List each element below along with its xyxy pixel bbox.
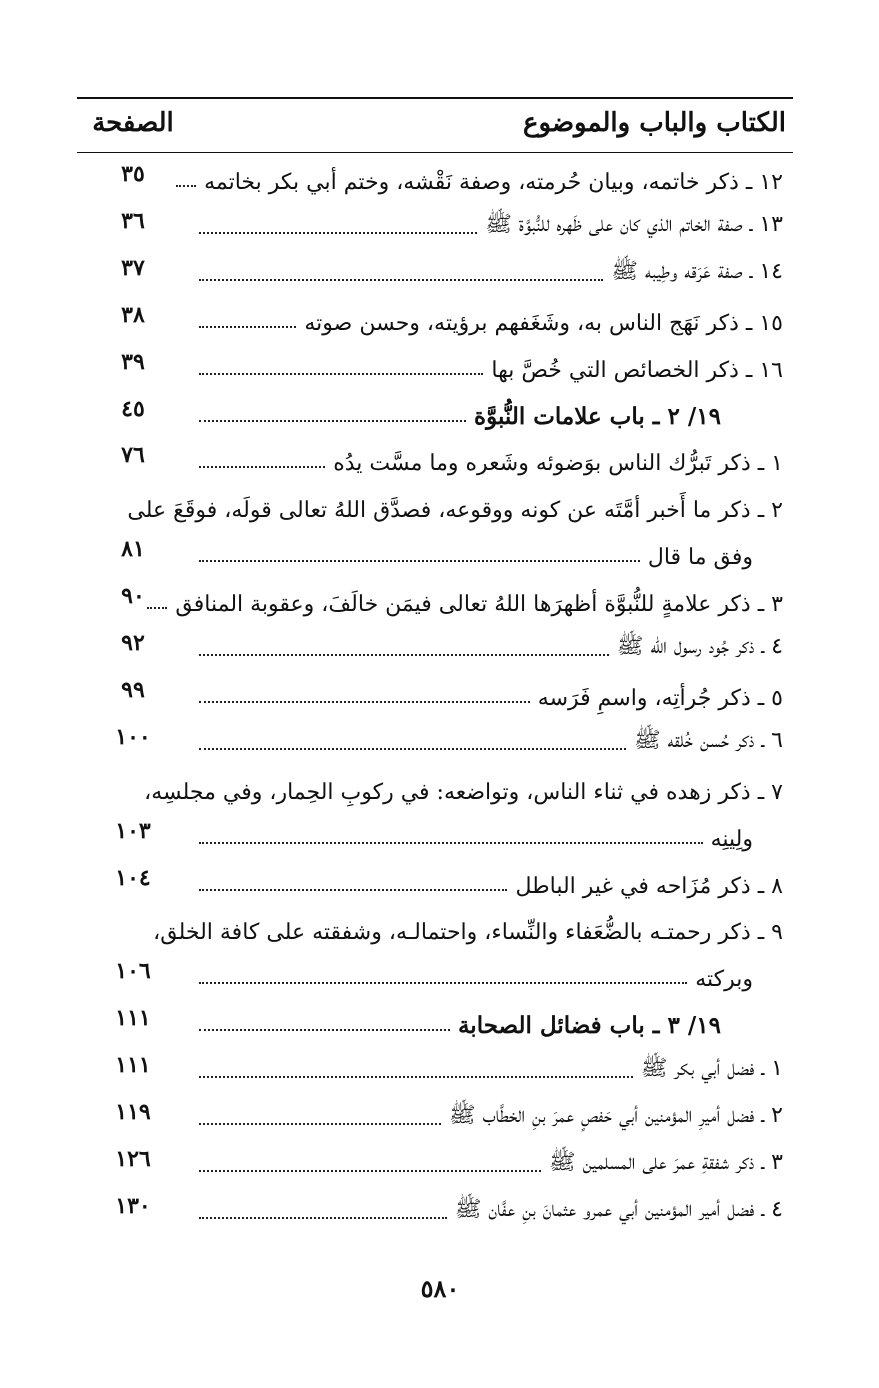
toc-entry-page: ٣٩: [121, 349, 145, 375]
toc-entry-content: [197, 1003, 783, 1039]
toc-entry-page: ١١١: [115, 1052, 151, 1078]
toc-entry-page: ١٠٤: [115, 865, 151, 891]
dot-leader: [199, 1170, 541, 1172]
toc-entry: [77, 1189, 793, 1229]
toc-entry-text: ١٥ ـ ذكر نَهَج الناس به، وشَغَفهم برؤيته، وحسن صوته: [304, 311, 783, 336]
toc-entry-text: ١ ـ فضل أبي بكر ﷺ: [640, 1056, 783, 1081]
toc-entry-content: [197, 300, 783, 336]
dot-leader: [199, 326, 296, 328]
toc-entry-text: ٤ ـ فضل أمير المؤمنين أبي عمرو عثمانَ بنِ عفَّان ﷺ: [454, 1197, 783, 1222]
dot-leader: [199, 748, 626, 750]
dot-leader: [199, 232, 477, 234]
toc-entry-page: ٣٥: [121, 161, 145, 187]
toc-entry-page: ١١٩: [115, 1099, 151, 1125]
toc-entry-text: ١٢ ـ ذكر خاتمه، وبيان حُرمته، وصفة نَقْشه، وختم أبي بكر بخاتمه: [204, 170, 783, 195]
dot-leader: [199, 1076, 633, 1078]
toc-entry: [77, 157, 793, 197]
toc-entry-content: [197, 394, 783, 430]
dot-leader: [199, 279, 603, 281]
column-header-page: الصفحة: [92, 108, 174, 138]
dot-leader: [199, 982, 687, 984]
toc-entry: [77, 1048, 793, 1088]
toc-entry-content: [197, 1050, 783, 1086]
toc-entry: [77, 579, 793, 619]
toc-entry-page: ٩٠: [121, 583, 145, 609]
dot-leader: [199, 420, 466, 422]
dot-leader: [199, 466, 325, 468]
toc-entry-page: ١١١: [115, 1005, 151, 1031]
toc-entry-page: ١٢٦: [115, 1146, 151, 1172]
dot-leader: [199, 1123, 441, 1125]
toc-entry-page: ٩٩: [121, 677, 145, 703]
toc-entry-content: [197, 347, 783, 383]
toc-entry: [77, 485, 793, 525]
dot-leader: [199, 654, 609, 656]
dot-leader: [176, 185, 196, 187]
toc-entry-text: ١٦ ـ ذكر الخصائص التي خُصَّ بها: [491, 358, 783, 383]
toc-section-heading: [77, 392, 793, 432]
toc-entry-page: ٣٧: [121, 255, 145, 281]
toc-entry-content: [197, 956, 783, 992]
toc-entry-page: ٨١: [121, 536, 145, 562]
top-rule: [77, 97, 793, 99]
toc-entry: [77, 438, 793, 478]
dot-leader: [199, 842, 703, 844]
toc-entry-content: [197, 440, 783, 476]
toc-entry-content: [197, 534, 783, 570]
toc-entry-text: ٤ ـ ذكر جُود رسول الله ﷺ: [616, 634, 783, 659]
toc-entry-page: ١٣٠: [115, 1193, 151, 1219]
toc-entry-page: ٧٦: [121, 442, 145, 468]
toc-entry: [77, 204, 793, 244]
toc-entry-content: [197, 816, 783, 852]
toc-entry-text: ٦ ـ ذكر حُسن خُلقه ﷺ: [634, 728, 783, 753]
toc-entry-page: ٤٥: [121, 396, 145, 422]
toc-entry: [77, 861, 793, 901]
toc-entry-text: ٩ ـ ذكر رحمتـه بالضُّعَفاء والنِّساء، واحتمالـه، وشفقته على كافة الخلق،: [153, 920, 783, 945]
toc-entry-text: ١٩/ ٣ ـ باب فضائل الصحابة: [457, 1012, 721, 1039]
toc-entry-text: ٧ ـ ذكر زهده في ثناء الناس، وتواضعه: في ركوبِ الحِمار، وفي مجلسِه،: [144, 780, 783, 805]
toc-entry-page: ٣٦: [121, 208, 145, 234]
toc-entry: [77, 814, 793, 854]
toc-entry-page: ٩٢: [121, 630, 145, 656]
toc-entry-text: ولِينِه: [710, 827, 753, 852]
toc-entry: [77, 673, 793, 713]
toc-entry: [77, 626, 793, 666]
toc-entry: [77, 345, 793, 385]
toc-entry-content: [197, 1144, 783, 1180]
toc-entry: [77, 720, 793, 760]
toc-section-heading: [77, 1001, 793, 1041]
column-header-topic: الكتاب والباب والموضوع: [523, 108, 786, 138]
toc-entry: [77, 251, 793, 291]
toc-entry-content: [197, 206, 783, 242]
toc-entry-content: [197, 675, 783, 711]
dot-leader: [199, 560, 640, 562]
toc-entry-content: [175, 581, 783, 617]
toc-entry-content: [197, 1191, 783, 1227]
toc-entry-text: ٥ ـ ذكر جُرأتِه، واسمِ فَرَسه: [537, 686, 783, 711]
toc-entry-page: ١٠٦: [115, 958, 151, 984]
toc-entry-text: ٣ ـ ذكر علامةٍ للنُّبوَّة أظهرَها اللهُ تعالى فيمَن خالَفَ، وعقوبة المنافق: [175, 592, 783, 617]
toc-entry-text: ١٤ ـ صفة عَرَقه وطِيبه ﷺ: [611, 259, 783, 284]
toc-entry-page: ٣٨: [121, 302, 145, 328]
dot-leader: [199, 889, 507, 891]
toc-entry-text: ٢ ـ فضل أميرِ المؤمنين أبي حَفصٍ عمرَ بنِ الخطَّاب ﷺ: [449, 1103, 783, 1128]
toc-entry-page: ١٠٣: [115, 818, 151, 844]
dot-leader: [199, 1029, 450, 1031]
toc-entry-content: [144, 769, 783, 805]
toc-entry: [77, 1142, 793, 1182]
toc-entry-content: [197, 159, 783, 195]
toc-entry-content: [197, 628, 783, 664]
page-number: ٥٨٠: [420, 1274, 460, 1303]
toc-entry-content: [127, 487, 783, 523]
toc-entry: [77, 532, 793, 572]
toc-entry-text: ٣ ـ ذكر شفقةِ عمرَ على المسلمين ﷺ: [549, 1150, 783, 1175]
toc-entry: [77, 907, 793, 947]
toc-entry-text: ٨ ـ ذكر مُزَاحه في غير الباطل: [515, 874, 783, 899]
header-rule: [77, 152, 793, 153]
dot-leader: [199, 373, 483, 375]
toc-entry-text: ١٣ ـ صفة الخاتم الذي كان على ظَهره للنُّبوَّة ﷺ: [485, 212, 783, 237]
toc-entry-text: ١ ـ ذكر تَبرُّك الناس بوَضوئه وشَعره وما مسَّت يدُه: [333, 451, 783, 476]
toc-entry-text: وبركته: [695, 967, 753, 992]
toc-entry-content: [197, 1097, 783, 1133]
toc-entry: [77, 1095, 793, 1135]
toc-entry: [77, 767, 793, 807]
toc-entry-content: [197, 863, 783, 899]
toc-entry-text: وفق ما قال: [647, 545, 753, 570]
dot-leader: [199, 1217, 447, 1219]
toc-entry: [77, 954, 793, 994]
toc-entry-content: [197, 253, 783, 289]
toc-entry-page: ١٠٠: [115, 724, 151, 750]
toc-entry-text: ٢ ـ ذكر ما أَخبر أمَّتَه عن كونه ووقوعه، فصدَّق اللهُ تعالى قولَه، فوقَعَ على: [127, 498, 783, 523]
toc-entry: [77, 298, 793, 338]
toc-entry-text: ١٩/ ٢ ـ باب علامات النُّبوَّة: [474, 403, 721, 430]
toc-entry-content: [153, 909, 783, 945]
dot-leader: [199, 701, 530, 703]
toc-entry-content: [197, 722, 783, 758]
